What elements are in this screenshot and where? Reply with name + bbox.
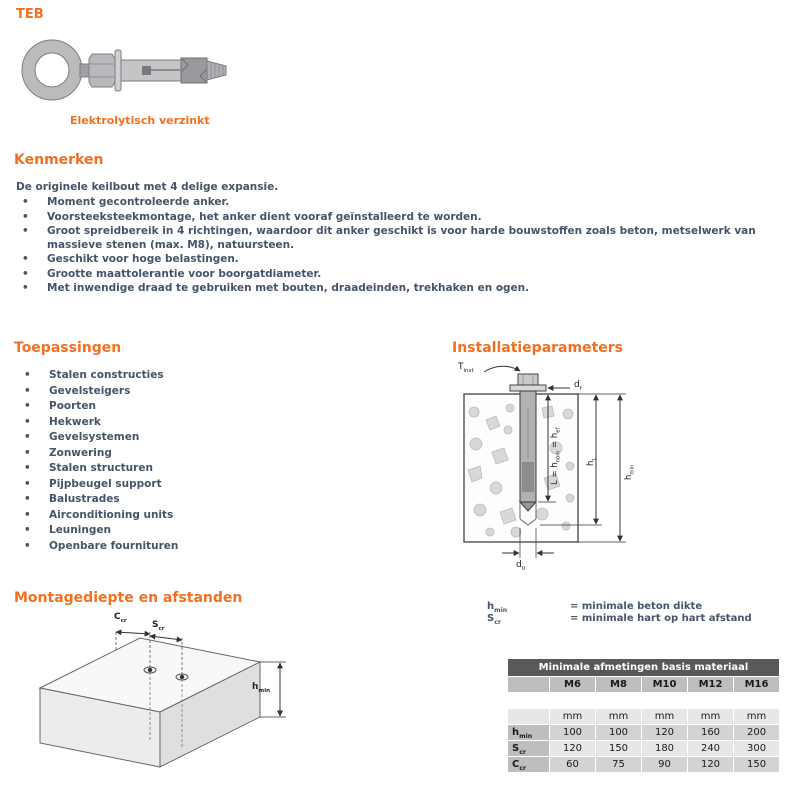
list-item bbox=[16, 416, 316, 429]
list-item bbox=[16, 447, 316, 460]
list-item bbox=[16, 509, 316, 522]
montage-diagram-graphic bbox=[30, 610, 300, 785]
ht-label: $h_t$ bbox=[586, 458, 598, 466]
column-header: M16 bbox=[734, 677, 780, 693]
dimensions-table bbox=[507, 658, 780, 773]
bullet-text: Poorten bbox=[49, 400, 96, 412]
installation-diagram bbox=[450, 362, 645, 577]
bullet-text: Openbare fournituren bbox=[49, 539, 179, 552]
ccr-label: $C_{cr}$ bbox=[114, 612, 127, 624]
hmin-label: $h_{min}$ bbox=[624, 464, 636, 480]
column-header: M10 bbox=[642, 677, 688, 693]
list-item bbox=[16, 462, 316, 475]
value-cell: 60 bbox=[550, 757, 596, 773]
value-cell: 150 bbox=[596, 741, 642, 757]
legend-definition: = minimale beton dikte bbox=[570, 601, 703, 612]
list-item bbox=[14, 268, 778, 282]
bullet-text: Gevelsystemen bbox=[49, 431, 140, 443]
legend-symbol: $S_{cr}$ bbox=[487, 613, 501, 626]
unit-cell: mm bbox=[550, 709, 596, 725]
embed-length-label: $L = h_{nom} = h_{ef}$ bbox=[550, 427, 562, 485]
installatie-heading: Installatieparameters bbox=[452, 340, 624, 356]
table-cell bbox=[508, 709, 550, 725]
list-item bbox=[14, 253, 778, 267]
bullet-text: Groot spreidbereik in 4 richtingen, waardoor dit anker geschikt is voor harde bouwstoffen zoals beton, metselwerk van massieve stenen (max. M8), natuursteen. bbox=[47, 225, 756, 251]
bullet-text: Grootte maattolerantie voor boorgatdiameter. bbox=[47, 267, 322, 280]
list-item bbox=[16, 478, 316, 491]
kenmerken-list bbox=[14, 196, 778, 297]
torque-label: $T_{inst}$ bbox=[458, 362, 474, 374]
unit-cell: mm bbox=[688, 709, 734, 725]
product-photo bbox=[14, 26, 234, 110]
row-label: $C_{cr}$ bbox=[508, 757, 550, 773]
table-title: Minimale afmetingen basis materiaal bbox=[508, 659, 780, 677]
table-row bbox=[508, 725, 780, 741]
unit-cell: mm bbox=[734, 709, 780, 725]
bullet-text: Geschikt voor hoge belastingen. bbox=[47, 253, 239, 265]
list-item bbox=[14, 196, 778, 210]
value-cell: 100 bbox=[550, 725, 596, 741]
table-cell bbox=[508, 677, 550, 693]
bullet-text: Pijpbeugel support bbox=[49, 477, 162, 490]
legend-definition: = minimale hart op hart afstand bbox=[570, 613, 752, 624]
value-cell: 160 bbox=[688, 725, 734, 741]
list-item bbox=[14, 282, 778, 296]
list-item bbox=[16, 524, 316, 537]
value-cell: 120 bbox=[550, 741, 596, 757]
column-header: M8 bbox=[596, 677, 642, 693]
bullet-text: Moment gecontroleerde anker. bbox=[47, 196, 230, 208]
list-item bbox=[16, 385, 316, 398]
value-cell: 150 bbox=[734, 757, 780, 773]
bullet-text: Balustrades bbox=[49, 493, 120, 505]
spacer-row bbox=[508, 693, 780, 709]
column-header: M12 bbox=[688, 677, 734, 693]
list-item bbox=[14, 211, 778, 225]
units-row bbox=[508, 709, 780, 725]
legend-item bbox=[487, 613, 752, 624]
bullet-text: Met inwendige draad te gebruiken met bouten, draadeinden, trekhaken en ogen. bbox=[47, 282, 530, 294]
hmin-label-montage: $h_{min}$ bbox=[252, 682, 271, 694]
toepassingen-heading: Toepassingen bbox=[14, 340, 122, 356]
value-cell: 120 bbox=[688, 757, 734, 773]
montage-heading: Montagediepte en afstanden bbox=[14, 590, 243, 606]
bullet-text: Airconditioning units bbox=[49, 508, 174, 521]
value-cell: 75 bbox=[596, 757, 642, 773]
value-cell: 180 bbox=[642, 741, 688, 757]
bullet-text: Gevelsteigers bbox=[49, 384, 131, 397]
list-item bbox=[16, 369, 316, 382]
list-item bbox=[16, 493, 316, 506]
unit-cell: mm bbox=[642, 709, 688, 725]
finish-label: Elektrolytisch verzinkt bbox=[70, 114, 210, 127]
legend bbox=[487, 601, 752, 625]
list-item bbox=[16, 540, 316, 553]
legend-symbol: $h_{min}$ bbox=[487, 601, 508, 614]
legend-item bbox=[487, 601, 752, 612]
unit-cell: mm bbox=[596, 709, 642, 725]
d0-label: $d_0$ bbox=[516, 560, 526, 572]
row-label: $h_{min}$ bbox=[508, 725, 550, 741]
value-cell: 120 bbox=[642, 725, 688, 741]
list-item bbox=[16, 400, 316, 413]
installation-diagram-graphic bbox=[450, 362, 645, 577]
value-cell: 90 bbox=[642, 757, 688, 773]
bullet-text: Hekwerk bbox=[49, 415, 101, 428]
table-row bbox=[508, 741, 780, 757]
kenmerken-heading: Kenmerken bbox=[14, 152, 104, 168]
page-title: TEB bbox=[16, 7, 44, 22]
column-header: M6 bbox=[550, 677, 596, 693]
scr-label: $S_{cr}$ bbox=[152, 620, 165, 632]
df-label: $d_f$ bbox=[574, 380, 582, 392]
row-label: $S_{cr}$ bbox=[508, 741, 550, 757]
product-photo-graphic bbox=[14, 26, 234, 110]
list-item bbox=[14, 225, 778, 252]
list-item bbox=[16, 431, 316, 444]
toepassingen-list bbox=[16, 369, 316, 555]
bullet-text: Voorsteeksteekmontage, het anker dient vooraf geïnstalleerd te worden. bbox=[47, 210, 482, 223]
value-cell: 240 bbox=[688, 741, 734, 757]
table-header-row bbox=[508, 677, 780, 693]
montage-diagram bbox=[30, 610, 300, 785]
bullet-text: Zonwering bbox=[49, 446, 112, 459]
value-cell: 100 bbox=[596, 725, 642, 741]
bullet-text: Leuningen bbox=[49, 524, 111, 536]
bullet-text: Stalen structuren bbox=[49, 462, 153, 474]
bullet-text: Stalen constructies bbox=[49, 369, 164, 381]
table-row bbox=[508, 757, 780, 773]
value-cell: 300 bbox=[734, 741, 780, 757]
value-cell: 200 bbox=[734, 725, 780, 741]
kenmerken-intro: De originele keilbout met 4 delige expansie. bbox=[16, 181, 279, 193]
